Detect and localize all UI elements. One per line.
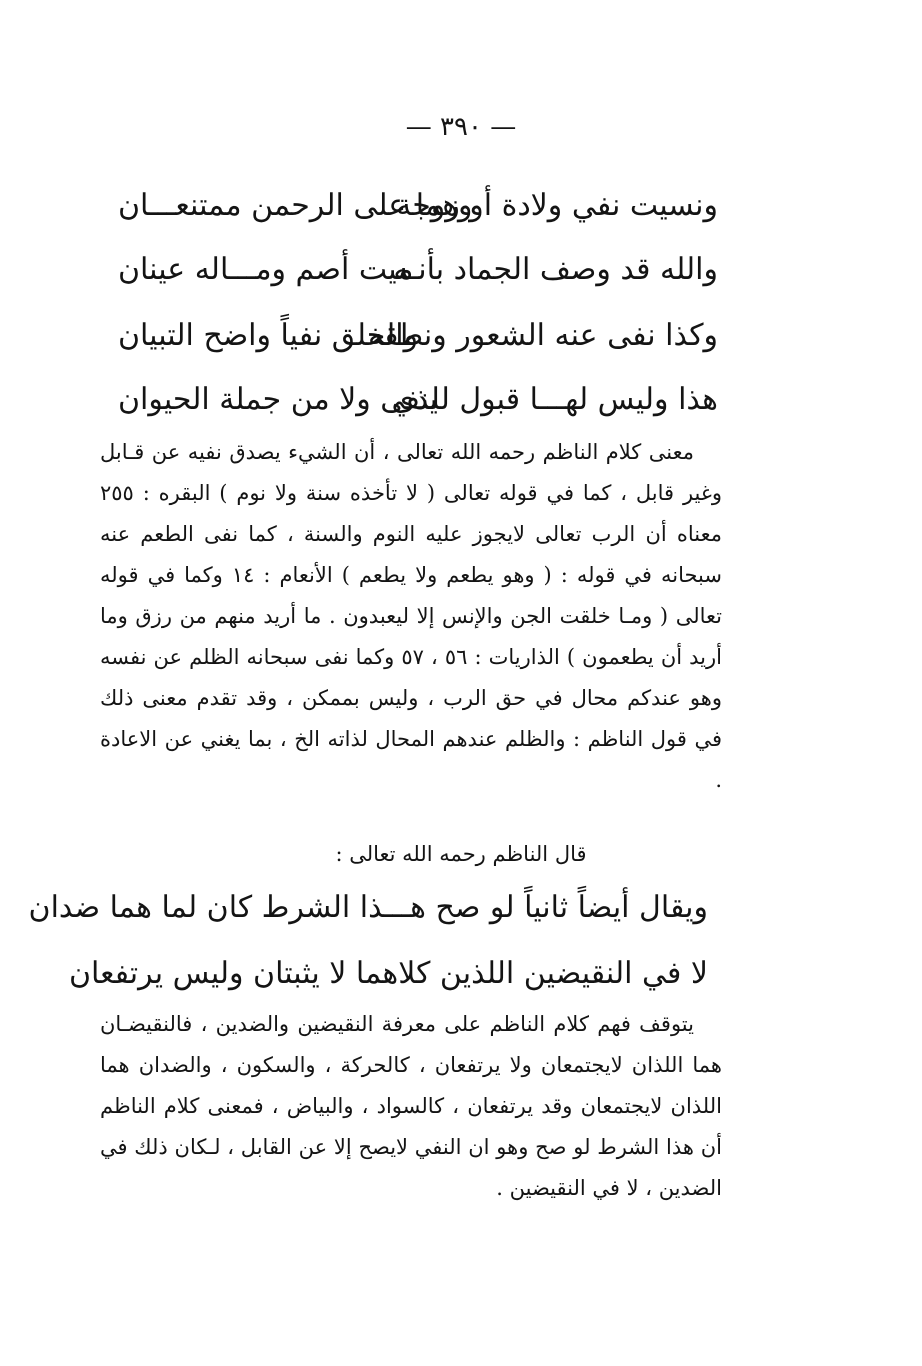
verse-hemistich-left: والخلق نفياً واضح التبيان [118,318,419,353]
commentary-text: معنى كلام الناظم رحمه الله تعالى ، أن الشيء يصدق نفيه عن قـابل وغير قابل ، كما في قوله تعالى ( لا تأخذه سنة ولا نوم ) البقره : ٢٥٥ معناه أن الرب تعالى لايجوز عليه النوم والسنة ، كما نفى الطعم عنه سبحانه في قوله : ( وهو يطعم ولا يطعم ) الأنعام : ١٤ وكما في قوله تعالى ( ومـا خلقت الجن والإنس إلا ليعبدون . ما أريد منهم من رزق وما أريد أن يطعمون ) الذاريات : ٥٦ ، ٥٧ وكما نفى سبحانه الظلم عن نفسه وهو عندكم محال في حق الرب ، وليس بممكن ، وقد تقدم معنى ذلك في قول الناظم : والظلم عندهم المحال لذاته الخ ، بما يغني عن الاعادة . [100,440,722,792]
section-heading: قال الناظم رحمه الله تعالى : [335,842,587,866]
commentary-text: يتوقف فهم كلام الناظم على معرفة النقيضين والضدين ، فالنقيضـان هما اللذان لايجتمعان ولا يرتفعان ، كالحركة ، والسكون ، والضدان هما اللذان لايجتمعان وقد يرتفعان ، كالسواد ، والبياض ، فمعنى كلام الناظم أن هذا الشرط لو صح وهو ان النفي لايصح إلا عن القابل ، لـكان ذلك في الضدين ، لا في النقيضين . [100,1012,722,1200]
verse-hemistich-right: وكذا نفى عنه الشعور ونطقه [368,318,718,353]
commentary-paragraph-1 [100,432,722,801]
verse-hemistich-right: هذا وليس لهـــا قبول للذي [391,382,718,417]
verse-hemistich-left: ينفى ولا من جملة الحيوان [118,382,438,417]
verse-line-6: لا في النقيضين اللذين كلاهما لا يثبتان وليس يرتفعان [68,956,708,991]
verse-hemistich-left: ميت أصم ومـــاله عينان [118,252,414,287]
verse-line-1 [118,182,718,230]
verse-line-3 [118,312,718,360]
verse-hemistich-right: والله قد وصف الجماد بأنـه [393,252,718,287]
commentary-paragraph-2 [100,1004,722,1209]
page-number: — ٣٩٠ — [405,112,517,142]
verse-line-2 [118,246,718,294]
verse-line-4 [118,376,718,424]
verse-hemistich-right: ونسيت نفي ولادة أو زوجة [396,188,718,223]
verse-hemistich-left: وهما على الرحمن ممتنعـــان [118,188,473,223]
verse-line-5: ويقال أيضاً ثانياً لو صح هـــذا الشرط كان لما هما ضدان [28,890,708,925]
